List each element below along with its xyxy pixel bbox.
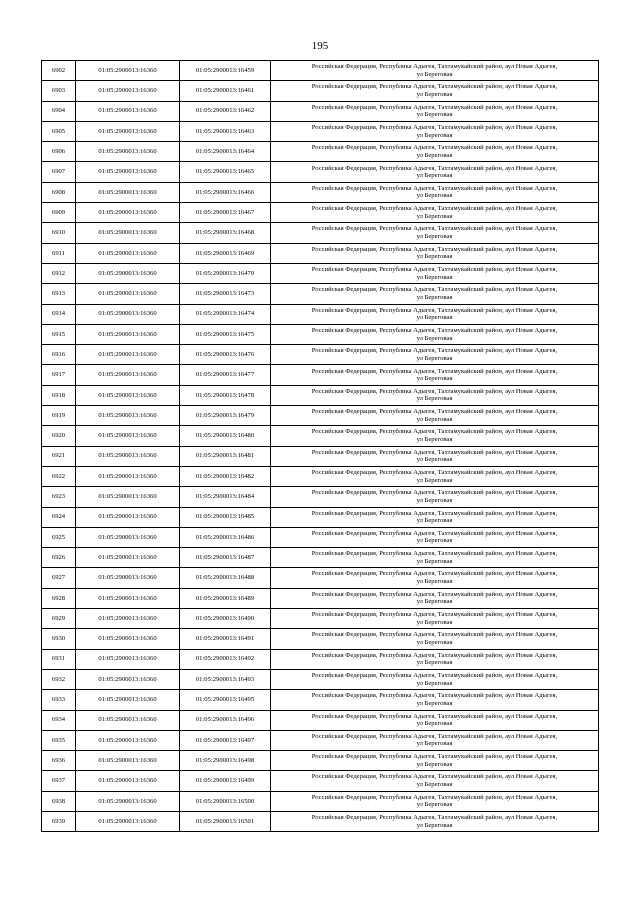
parent-cadastral-number-cell: 01:05:2900013:16360 <box>76 162 180 182</box>
address-line-1: Российская Федерация, Республика Адыгея, Тахтамукайский район, аул Новая Адыгея, <box>311 631 558 639</box>
cadastral-number-cell: 01:05:2900013:16495 <box>180 690 271 710</box>
row-number-cell: 6925 <box>42 527 76 547</box>
row-number-cell: 6926 <box>42 548 76 568</box>
parent-cadastral-number-cell: 01:05:2900013:16360 <box>76 588 180 608</box>
table-row <box>42 203 599 223</box>
table-row <box>42 811 599 831</box>
address-cell <box>271 203 599 223</box>
address-cell <box>271 324 599 344</box>
parent-cadastral-number-cell: 01:05:2900013:16360 <box>76 61 180 81</box>
address-line-2: ул Береговая <box>416 496 453 504</box>
row-number-cell: 6923 <box>42 487 76 507</box>
address-cell <box>271 446 599 466</box>
address-cell <box>271 263 599 283</box>
cadastral-number-cell: 01:05:2900013:16498 <box>180 751 271 771</box>
address-cell <box>271 81 599 101</box>
cadastral-number-cell: 01:05:2900013:16469 <box>180 243 271 263</box>
address-line-2: ул Береговая <box>416 435 453 443</box>
cadastral-number-cell: 01:05:2900013:16463 <box>180 121 271 141</box>
address-line-1: Российская Федерация, Республика Адыгея, Тахтамукайский район, аул Новая Адыгея, <box>311 428 558 436</box>
row-number-cell: 6917 <box>42 365 76 385</box>
address-cell <box>271 406 599 426</box>
address-line-1: Российская Федерация, Республика Адыгея, Тахтамукайский район, аул Новая Адыгея, <box>311 63 558 71</box>
address-line-1: Российская Федерация, Республика Адыгея, Тахтамукайский район, аул Новая Адыгея, <box>311 793 558 801</box>
address-cell <box>271 649 599 669</box>
address-line-1: Российская Федерация, Республика Адыгея, Тахтамукайский район, аул Новая Адыгея, <box>311 347 558 355</box>
address-line-2: ул Береговая <box>416 537 453 545</box>
row-number-cell: 6902 <box>42 61 76 81</box>
row-number-cell: 6914 <box>42 304 76 324</box>
address-line-2: ул Береговая <box>416 578 453 586</box>
cadastral-number-cell: 01:05:2900013:16499 <box>180 771 271 791</box>
parent-cadastral-number-cell: 01:05:2900013:16360 <box>76 446 180 466</box>
address-line-2: ул Береговая <box>416 253 453 261</box>
cadastral-number-cell: 01:05:2900013:16484 <box>180 487 271 507</box>
table-row <box>42 487 599 507</box>
cadastral-number-cell: 01:05:2900013:16466 <box>180 182 271 202</box>
page-number: 195 <box>311 40 329 52</box>
address-line-1: Российская Федерация, Республика Адыгея, Тахтамукайский район, аул Новая Адыгея, <box>311 286 558 294</box>
cadastral-number-cell: 01:05:2900013:16475 <box>180 324 271 344</box>
cadastral-number-cell: 01:05:2900013:16476 <box>180 345 271 365</box>
parent-cadastral-number-cell: 01:05:2900013:16360 <box>76 730 180 750</box>
address-cell <box>271 426 599 446</box>
address-line-2: ул Береговая <box>416 720 453 728</box>
table-row <box>42 284 599 304</box>
address-line-2: ул Береговая <box>416 395 453 403</box>
address-line-2: ул Береговая <box>416 679 453 687</box>
parent-cadastral-number-cell: 01:05:2900013:16360 <box>76 568 180 588</box>
row-number-cell: 6903 <box>42 81 76 101</box>
address-line-1: Российская Федерация, Республика Адыгея, Тахтамукайский район, аул Новая Адыгея, <box>311 387 558 395</box>
address-line-2: ул Береговая <box>416 517 453 525</box>
row-number-cell: 6911 <box>42 243 76 263</box>
row-number-cell: 6913 <box>42 284 76 304</box>
cadastral-number-cell: 01:05:2900013:16490 <box>180 609 271 629</box>
address-line-2: ул Береговая <box>416 760 453 768</box>
address-line-1: Российская Федерация, Республика Адыгея, Тахтамукайский район, аул Новая Адыгея, <box>311 671 558 679</box>
address-cell <box>271 730 599 750</box>
address-cell <box>271 304 599 324</box>
row-number-cell: 6933 <box>42 690 76 710</box>
address-line-1: Российская Федерация, Республика Адыгея, Тахтамукайский район, аул Новая Адыгея, <box>311 773 558 781</box>
parent-cadastral-number-cell: 01:05:2900013:16360 <box>76 507 180 527</box>
address-line-1: Российская Федерация, Республика Адыгея, Тахтамукайский район, аул Новая Адыгея, <box>311 266 558 274</box>
table-row <box>42 446 599 466</box>
address-cell <box>271 385 599 405</box>
address-line-1: Российская Федерация, Республика Адыгея, Тахтамукайский район, аул Новая Адыгея, <box>311 225 558 233</box>
row-number-cell: 6906 <box>42 142 76 162</box>
row-number-cell: 6905 <box>42 121 76 141</box>
parent-cadastral-number-cell: 01:05:2900013:16360 <box>76 791 180 811</box>
row-number-cell: 6927 <box>42 568 76 588</box>
address-line-1: Российская Федерация, Республика Адыгея, Тахтамукайский район, аул Новая Адыгея, <box>311 509 558 517</box>
address-line-2: ул Береговая <box>416 476 453 484</box>
parent-cadastral-number-cell: 01:05:2900013:16360 <box>76 263 180 283</box>
cadastral-number-cell: 01:05:2900013:16478 <box>180 385 271 405</box>
address-line-2: ул Береговая <box>416 638 453 646</box>
parent-cadastral-number-cell: 01:05:2900013:16360 <box>76 466 180 486</box>
cadastral-number-cell: 01:05:2900013:16481 <box>180 446 271 466</box>
address-line-1: Российская Федерация, Республика Адыгея, Тахтамукайский район, аул Новая Адыгея, <box>311 448 558 456</box>
parent-cadastral-number-cell: 01:05:2900013:16360 <box>76 324 180 344</box>
parent-cadastral-number-cell: 01:05:2900013:16360 <box>76 243 180 263</box>
address-cell <box>271 629 599 649</box>
parent-cadastral-number-cell: 01:05:2900013:16360 <box>76 101 180 121</box>
row-number-cell: 6918 <box>42 385 76 405</box>
parent-cadastral-number-cell: 01:05:2900013:16360 <box>76 527 180 547</box>
parent-cadastral-number-cell: 01:05:2900013:16360 <box>76 385 180 405</box>
address-line-2: ул Береговая <box>416 293 453 301</box>
row-number-cell: 6930 <box>42 629 76 649</box>
row-number-cell: 6932 <box>42 669 76 689</box>
parent-cadastral-number-cell: 01:05:2900013:16360 <box>76 182 180 202</box>
parent-cadastral-number-cell: 01:05:2900013:16360 <box>76 649 180 669</box>
address-cell <box>271 466 599 486</box>
row-number-cell: 6939 <box>42 811 76 831</box>
table-row <box>42 61 599 81</box>
table-row <box>42 609 599 629</box>
address-line-2: ул Береговая <box>416 111 453 119</box>
table-row <box>42 669 599 689</box>
address-line-2: ул Береговая <box>416 131 453 139</box>
table-row <box>42 142 599 162</box>
address-cell <box>271 588 599 608</box>
row-number-cell: 6922 <box>42 466 76 486</box>
address-line-2: ул Береговая <box>416 273 453 281</box>
row-number-cell: 6938 <box>42 791 76 811</box>
table-row <box>42 588 599 608</box>
table-row <box>42 649 599 669</box>
address-line-1: Российская Федерация, Республика Адыгея, Тахтамукайский район, аул Новая Адыгея, <box>311 245 558 253</box>
address-line-1: Российская Федерация, Республика Адыгея, Тахтамукайский район, аул Новая Адыгея, <box>311 489 558 497</box>
cadastral-number-cell: 01:05:2900013:16468 <box>180 223 271 243</box>
address-cell <box>271 162 599 182</box>
address-line-1: Российская Федерация, Республика Адыгея, Тахтамукайский район, аул Новая Адыгея, <box>311 306 558 314</box>
row-number-cell: 6920 <box>42 426 76 446</box>
address-line-1: Российская Федерация, Республика Адыгея, Тахтамукайский район, аул Новая Адыгея, <box>311 123 558 131</box>
address-cell <box>271 284 599 304</box>
row-number-cell: 6910 <box>42 223 76 243</box>
address-line-2: ул Береговая <box>416 659 453 667</box>
parent-cadastral-number-cell: 01:05:2900013:16360 <box>76 710 180 730</box>
address-cell <box>271 121 599 141</box>
address-cell <box>271 101 599 121</box>
cadastral-number-cell: 01:05:2900013:16489 <box>180 588 271 608</box>
cadastral-number-cell: 01:05:2900013:16482 <box>180 466 271 486</box>
cadastral-number-cell: 01:05:2900013:16464 <box>180 142 271 162</box>
table-row <box>42 385 599 405</box>
address-cell <box>271 811 599 831</box>
address-cell <box>271 487 599 507</box>
parent-cadastral-number-cell: 01:05:2900013:16360 <box>76 345 180 365</box>
row-number-cell: 6936 <box>42 751 76 771</box>
table-row <box>42 304 599 324</box>
address-line-2: ул Береговая <box>416 192 453 200</box>
cadastral-number-cell: 01:05:2900013:16501 <box>180 811 271 831</box>
row-number-cell: 6912 <box>42 263 76 283</box>
address-line-1: Российская Федерация, Республика Адыгея, Тахтамукайский район, аул Новая Адыгея, <box>311 408 558 416</box>
row-number-cell: 6935 <box>42 730 76 750</box>
cadastral-number-cell: 01:05:2900013:16485 <box>180 507 271 527</box>
parent-cadastral-number-cell: 01:05:2900013:16360 <box>76 223 180 243</box>
cadastral-number-cell: 01:05:2900013:16496 <box>180 710 271 730</box>
table-row <box>42 243 599 263</box>
table-row <box>42 791 599 811</box>
address-line-2: ул Береговая <box>416 90 453 98</box>
table-row <box>42 527 599 547</box>
cadastral-number-cell: 01:05:2900013:16459 <box>180 61 271 81</box>
table-row <box>42 426 599 446</box>
table-row <box>42 730 599 750</box>
address-cell <box>271 365 599 385</box>
address-line-1: Российская Федерация, Республика Адыгея, Тахтамукайский район, аул Новая Адыгея, <box>311 590 558 598</box>
parent-cadastral-number-cell: 01:05:2900013:16360 <box>76 771 180 791</box>
address-line-2: ул Береговая <box>416 801 453 809</box>
row-number-cell: 6921 <box>42 446 76 466</box>
table-row <box>42 101 599 121</box>
cadastral-number-cell: 01:05:2900013:16477 <box>180 365 271 385</box>
address-line-1: Российская Федерация, Республика Адыгея, Тахтамукайский район, аул Новая Адыгея, <box>311 184 558 192</box>
table-row <box>42 406 599 426</box>
address-cell <box>271 751 599 771</box>
address-line-1: Российская Федерация, Республика Адыгея, Тахтамукайский район, аул Новая Адыгея, <box>311 144 558 152</box>
address-line-2: ул Береговая <box>416 781 453 789</box>
table-row <box>42 466 599 486</box>
cadastral-number-cell: 01:05:2900013:16479 <box>180 406 271 426</box>
address-line-1: Российская Федерация, Республика Адыгея, Тахтамукайский район, аул Новая Адыгея, <box>311 692 558 700</box>
parent-cadastral-number-cell: 01:05:2900013:16360 <box>76 203 180 223</box>
address-line-2: ул Береговая <box>416 415 453 423</box>
address-line-1: Российская Федерация, Республика Адыгея, Тахтамукайский район, аул Новая Адыгея, <box>311 753 558 761</box>
address-line-1: Российская Федерация, Республика Адыгея, Тахтамукайский район, аул Новая Адыгея, <box>311 732 558 740</box>
address-cell <box>271 223 599 243</box>
address-cell <box>271 548 599 568</box>
address-line-2: ул Береговая <box>416 212 453 220</box>
table-row <box>42 548 599 568</box>
address-line-2: ул Береговая <box>416 456 453 464</box>
row-number-cell: 6928 <box>42 588 76 608</box>
row-number-cell: 6909 <box>42 203 76 223</box>
parent-cadastral-number-cell: 01:05:2900013:16360 <box>76 406 180 426</box>
row-number-cell: 6931 <box>42 649 76 669</box>
address-line-1: Российская Федерация, Республика Адыгея, Тахтамукайский район, аул Новая Адыгея, <box>311 529 558 537</box>
parent-cadastral-number-cell: 01:05:2900013:16360 <box>76 284 180 304</box>
row-number-cell: 6915 <box>42 324 76 344</box>
cadastral-number-cell: 01:05:2900013:16500 <box>180 791 271 811</box>
cadastral-number-cell: 01:05:2900013:16493 <box>180 669 271 689</box>
table-row <box>42 690 599 710</box>
cadastral-number-cell: 01:05:2900013:16480 <box>180 426 271 446</box>
address-line-2: ул Береговая <box>416 334 453 342</box>
cadastral-registry-table <box>41 60 599 832</box>
address-line-1: Российская Федерация, Республика Адыгея, Тахтамукайский район, аул Новая Адыгея, <box>311 205 558 213</box>
table-row <box>42 751 599 771</box>
address-line-1: Российская Федерация, Республика Адыгея, Тахтамукайский район, аул Новая Адыгея, <box>311 570 558 578</box>
table-row <box>42 81 599 101</box>
address-line-2: ул Береговая <box>416 70 453 78</box>
row-number-cell: 6904 <box>42 101 76 121</box>
parent-cadastral-number-cell: 01:05:2900013:16360 <box>76 811 180 831</box>
parent-cadastral-number-cell: 01:05:2900013:16360 <box>76 690 180 710</box>
address-line-1: Российская Федерация, Республика Адыгея, Тахтамукайский район, аул Новая Адыгея, <box>311 611 558 619</box>
parent-cadastral-number-cell: 01:05:2900013:16360 <box>76 426 180 446</box>
address-cell <box>271 568 599 588</box>
table-row <box>42 121 599 141</box>
address-cell <box>271 507 599 527</box>
cadastral-number-cell: 01:05:2900013:16470 <box>180 263 271 283</box>
address-line-1: Российская Федерация, Республика Адыгея, Тахтамукайский район, аул Новая Адыгея, <box>311 367 558 375</box>
address-line-2: ул Береговая <box>416 233 453 241</box>
table-row <box>42 507 599 527</box>
parent-cadastral-number-cell: 01:05:2900013:16360 <box>76 751 180 771</box>
cadastral-number-cell: 01:05:2900013:16474 <box>180 304 271 324</box>
address-line-2: ул Береговая <box>416 172 453 180</box>
row-number-cell: 6937 <box>42 771 76 791</box>
address-line-2: ул Береговая <box>416 151 453 159</box>
parent-cadastral-number-cell: 01:05:2900013:16360 <box>76 121 180 141</box>
row-number-cell: 6916 <box>42 345 76 365</box>
parent-cadastral-number-cell: 01:05:2900013:16360 <box>76 142 180 162</box>
address-cell <box>271 690 599 710</box>
row-number-cell: 6929 <box>42 609 76 629</box>
address-cell <box>271 61 599 81</box>
address-cell <box>271 669 599 689</box>
cadastral-number-cell: 01:05:2900013:16473 <box>180 284 271 304</box>
address-cell <box>271 345 599 365</box>
table-row <box>42 365 599 385</box>
row-number-cell: 6924 <box>42 507 76 527</box>
row-number-cell: 6919 <box>42 406 76 426</box>
row-number-cell: 6908 <box>42 182 76 202</box>
address-line-2: ул Береговая <box>416 740 453 748</box>
address-cell <box>271 243 599 263</box>
cadastral-number-cell: 01:05:2900013:16462 <box>180 101 271 121</box>
table-row <box>42 568 599 588</box>
row-number-cell: 6934 <box>42 710 76 730</box>
address-line-1: Российская Федерация, Республика Адыгея, Тахтамукайский район, аул Новая Адыгея, <box>311 468 558 476</box>
cadastral-number-cell: 01:05:2900013:16497 <box>180 730 271 750</box>
cadastral-number-cell: 01:05:2900013:16491 <box>180 629 271 649</box>
address-line-1: Российская Федерация, Республика Адыгея, Тахтамукайский район, аул Новая Адыгея, <box>311 550 558 558</box>
cadastral-number-cell: 01:05:2900013:16467 <box>180 203 271 223</box>
address-cell <box>271 771 599 791</box>
parent-cadastral-number-cell: 01:05:2900013:16360 <box>76 81 180 101</box>
address-line-2: ул Береговая <box>416 557 453 565</box>
address-line-1: Российская Федерация, Республика Адыгея, Тахтамукайский район, аул Новая Адыгея, <box>311 651 558 659</box>
address-line-1: Российская Федерация, Республика Адыгея, Тахтамукайский район, аул Новая Адыгея, <box>311 326 558 334</box>
cadastral-number-cell: 01:05:2900013:16461 <box>180 81 271 101</box>
table-row <box>42 162 599 182</box>
cadastral-number-cell: 01:05:2900013:16487 <box>180 548 271 568</box>
cadastral-number-cell: 01:05:2900013:16465 <box>180 162 271 182</box>
address-line-1: Российская Федерация, Республика Адыгея, Тахтамукайский район, аул Новая Адыгея, <box>311 712 558 720</box>
table-row <box>42 324 599 344</box>
table-row <box>42 710 599 730</box>
parent-cadastral-number-cell: 01:05:2900013:16360 <box>76 629 180 649</box>
cadastral-number-cell: 01:05:2900013:16492 <box>180 649 271 669</box>
address-cell <box>271 182 599 202</box>
address-cell <box>271 527 599 547</box>
cadastral-number-cell: 01:05:2900013:16486 <box>180 527 271 547</box>
table-row <box>42 771 599 791</box>
table-row <box>42 345 599 365</box>
address-line-1: Российская Федерация, Республика Адыгея, Тахтамукайский район, аул Новая Адыгея, <box>311 164 558 172</box>
address-line-1: Российская Федерация, Республика Адыгея, Тахтамукайский район, аул Новая Адыгея, <box>311 814 558 822</box>
address-line-2: ул Береговая <box>416 354 453 362</box>
parent-cadastral-number-cell: 01:05:2900013:16360 <box>76 304 180 324</box>
parent-cadastral-number-cell: 01:05:2900013:16360 <box>76 365 180 385</box>
address-line-2: ул Береговая <box>416 375 453 383</box>
table-row <box>42 263 599 283</box>
parent-cadastral-number-cell: 01:05:2900013:16360 <box>76 669 180 689</box>
address-line-2: ул Береговая <box>416 314 453 322</box>
address-line-1: Российская Федерация, Республика Адыгея, Тахтамукайский район, аул Новая Адыгея, <box>311 103 558 111</box>
cadastral-number-cell: 01:05:2900013:16488 <box>180 568 271 588</box>
registry-table-body <box>42 61 599 832</box>
parent-cadastral-number-cell: 01:05:2900013:16360 <box>76 609 180 629</box>
table-row <box>42 629 599 649</box>
address-cell <box>271 142 599 162</box>
address-cell <box>271 609 599 629</box>
parent-cadastral-number-cell: 01:05:2900013:16360 <box>76 487 180 507</box>
address-cell <box>271 791 599 811</box>
address-line-1: Российская Федерация, Республика Адыгея, Тахтамукайский район, аул Новая Адыгея, <box>311 83 558 91</box>
table-row <box>42 182 599 202</box>
address-line-2: ул Береговая <box>416 699 453 707</box>
address-line-2: ул Береговая <box>416 618 453 626</box>
table-row <box>42 223 599 243</box>
parent-cadastral-number-cell: 01:05:2900013:16360 <box>76 548 180 568</box>
address-line-2: ул Береговая <box>416 598 453 606</box>
row-number-cell: 6907 <box>42 162 76 182</box>
address-cell <box>271 710 599 730</box>
address-line-2: ул Береговая <box>416 821 453 829</box>
